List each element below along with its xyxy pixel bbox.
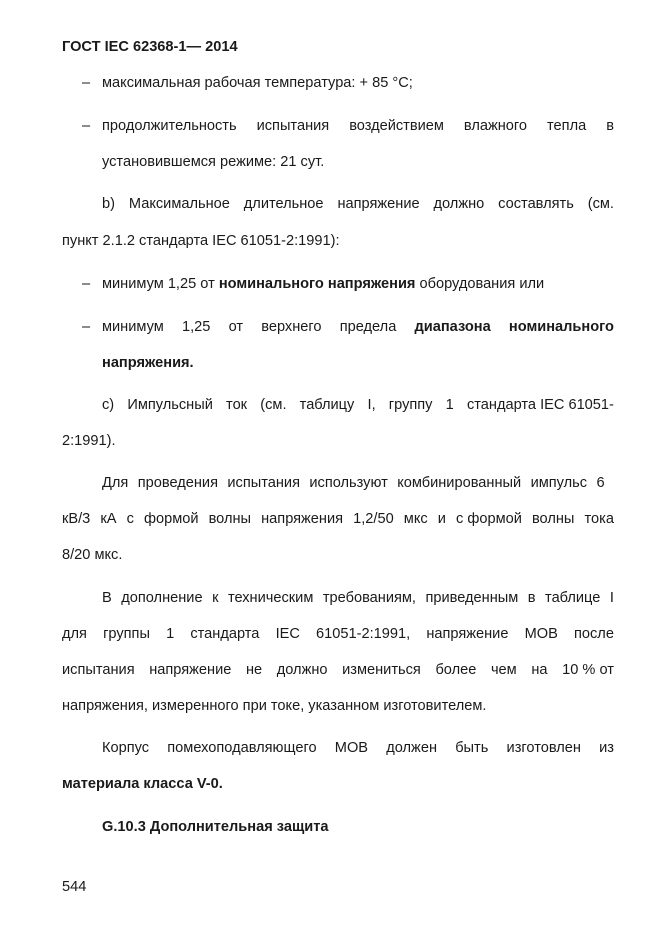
bullet-dash: – xyxy=(82,75,91,91)
paragraph-test-line1: Для проведения испытания используют комбинированный импульс 6 xyxy=(102,475,605,491)
list-item-duration-line1: продолжительность испытания воздействием влажного тепла в xyxy=(102,118,614,134)
standard-header: ГОСТ IEC 62368-1— 2014 xyxy=(62,39,238,55)
list-item-duration-line2: установившемся режиме: 21 сут. xyxy=(102,154,325,170)
paragraph-addition-line4: напряжения, измеренного при токе, указанном изготовителем. xyxy=(62,698,487,714)
paragraph-test-line2: кВ/3 кА с формой волны напряжения 1,2/50 мкс и с формой волны тока xyxy=(62,511,614,527)
paragraph-b-line2: пункт 2.1.2 стандарта IEC 61051-2:1991): xyxy=(62,233,340,249)
bullet-dash: – xyxy=(82,276,91,292)
paragraph-addition-line2: для группы 1 стандарта IEC 61051-2:1991, напряжение MOB после xyxy=(62,626,614,642)
list-item-min-nominal: минимум 1,25 от номинального напряжения оборудования или xyxy=(102,276,545,292)
list-item-max-temp: максимальная рабочая температура: + 85 °C; xyxy=(102,75,413,91)
paragraph-b-line1: b) Максимальное длительное напряжение должно составлять (см. xyxy=(102,196,614,212)
paragraph-test-line3: 8/20 мкс. xyxy=(62,547,123,563)
section-heading: G.10.3 Дополнительная защита xyxy=(102,819,329,835)
page-number: 544 xyxy=(62,879,87,895)
paragraph-addition-line1: В дополнение к техническим требованиям, приведенным в таблице I xyxy=(102,590,614,606)
list-item-upper-range-line2: напряжения. xyxy=(102,355,194,371)
bullet-dash: – xyxy=(82,118,91,134)
paragraph-addition-line3: испытания напряжение не должно измениться более чем на 10 % от xyxy=(62,662,614,678)
bullet-dash: – xyxy=(82,319,91,335)
paragraph-c-line1: c) Импульсный ток (см. таблицу I, группу 1 стандарта IEC 61051- xyxy=(102,397,614,413)
paragraph-housing-line2: материала класса V-0. xyxy=(62,776,223,792)
list-item-upper-range-line1: минимум 1,25 от верхнего предела диапазона номинального xyxy=(102,319,614,335)
paragraph-c-line2: 2:1991). xyxy=(62,433,116,449)
paragraph-housing-line1: Корпус помехоподавляющего MOB должен быть изготовлен из xyxy=(102,740,614,756)
